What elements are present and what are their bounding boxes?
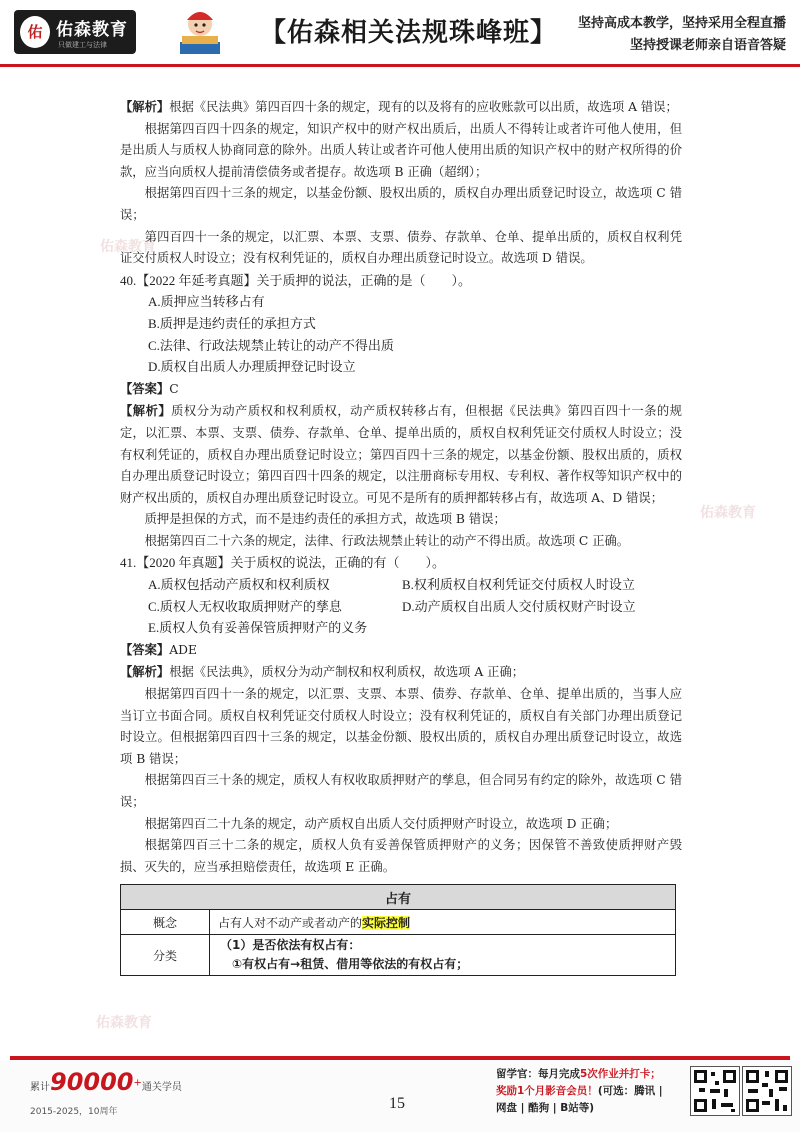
table-header: 占有 <box>121 885 676 910</box>
logo-slogan: 只做建工与法律 <box>58 41 107 49</box>
options-row <box>120 596 682 618</box>
anniversary-text: 2015-2025，10周年 <box>30 1107 118 1117</box>
watermark: 佑森教育 <box>96 1015 152 1031</box>
document-body <box>120 96 682 976</box>
question-40-stem: 40.【2022 年延考真题】关于质押的说法，正确的是（ ）。 <box>120 272 472 288</box>
footer-divider <box>10 1056 790 1060</box>
table-label-concept: 概念 <box>121 910 210 935</box>
option-e: E.质权人负有妥善保管质押财产的义务 <box>148 620 368 636</box>
analysis-paragraph: 根据第四百二十九条的规定，动产质权自出质人交付质押财产时设立，故选项 D 正确； <box>144 816 618 831</box>
analysis-paragraph: 根据第四百三十条的规定，质权人有权收取质押财产的孳息，但合同另有约定的除外，故选项 C 错误； <box>120 773 682 809</box>
option-b: B.质押是违约责任的承担方式 <box>148 315 316 331</box>
tagline-2: 坚持授课老师亲自语音答疑 <box>629 38 786 53</box>
logo-name: 佑森教育 <box>56 20 128 40</box>
student-count: 累计90000+通关学员 <box>30 1068 182 1096</box>
option-c: C.质权人无权收取质押财产的孳息 <box>148 598 342 614</box>
highlighted-term: 实际控制 <box>362 915 411 930</box>
table-cell-concept: 占有人对不动产或者动产的实际控制 <box>210 910 676 935</box>
logo-mark: 佑 <box>20 16 50 48</box>
page-number: 15 <box>389 1095 405 1112</box>
options-row <box>120 574 682 596</box>
analysis-paragraph: 根据第四百四十四条的规定，知识产权中的财产权出质后，出质人不得转让或者许可他人使用，但是出质人与质权人协商同意的除外。出质人转让或者许可他人使用出质的知识产权中的财产权所得的价款，应当向质权人提前清偿债务或者提存。故选项 B 正确（超纲）； <box>120 121 682 179</box>
table-cell-category <box>210 935 676 976</box>
table-label-category: 分类 <box>121 935 210 976</box>
page-header <box>0 0 800 62</box>
watermark: 佑森教育 <box>700 505 756 521</box>
analysis-paragraph: 根据第四百三十二条的规定，质权人负有妥善保管质押财产的义务；因保管不善致使质押财产毁损、灭失的，应当承担赔偿责任，故选项 E 正确。 <box>120 838 682 874</box>
qr-code-icon[interactable] <box>690 1066 740 1116</box>
analysis-paragraph: 根据第四百二十六条的规定，法律、行政法规禁止转让的动产不得出质。故选项 C 正确。 <box>144 533 630 548</box>
analysis-paragraph: 根据第四百四十三条的规定，以基金份额、股权出质的，质权自办理出质登记时设立，故选项 C 错误； <box>120 186 682 222</box>
category-item: ①有权占有→租赁、借用等依法的有权占有； <box>232 957 469 972</box>
answer-q41: 【答案】ADE <box>120 641 197 657</box>
header-divider <box>0 64 800 67</box>
promo-text: 留学官：每月完成5次作业并打卡； 奖励1个月影音会员！(可选：腾讯 | 网盘 | 酷狗 | B站等) <box>496 1068 663 1114</box>
analysis-paragraph: 第四百四十一条的规定，以汇票、本票、支票、债券、存款单、仓单、提单出质的，质权自权利凭证交付质权人时设立；没有权利凭证的，质权自办理出质登记时设立。故选项 D 错误。 <box>120 229 682 266</box>
table-row <box>121 935 676 976</box>
analysis-q41: 【解析】根据《民法典》，质权分为动产制权和权利质权，故选项 A 正确； <box>120 664 525 680</box>
page-title: 【佑森相关法规珠峰班】 <box>260 18 558 48</box>
possession-table <box>120 884 676 976</box>
analysis-paragraph: 质押是担保的方式，而不是违约责任的承担方式，故选项 B 错误； <box>144 512 506 527</box>
option-c: C.法律、行政法规禁止转让的动产不得出质 <box>148 337 394 353</box>
option-a: A.质权包括动产质权和权利质权 <box>148 577 330 593</box>
answer-q40: 【答案】C <box>120 380 179 396</box>
table-row <box>121 910 676 935</box>
mascot-icon <box>176 4 224 58</box>
category-subheading: （1）是否依法有权占有： <box>220 938 361 953</box>
qr-code-icon[interactable] <box>742 1066 792 1116</box>
analysis-q40: 【解析】质权分为动产质权和权利质权，动产质权转移占有，但根据《民法典》第四百四十一条的规定，以汇票、本票、支票、债券、存款单、仓单、提单出质的，质权自权利凭证交付质权人时设立；没有权利凭证的，质权自办理出质登记时设立；第四百四十三条的规定，以基金份额、股权出质的，质权自办理出质登记时设立；第四百四十四条的规定，以注册商标专用权、专利权、著作权等知识产权中的财产权出质的，质权自办理出质登记时设立。可见不是所有的质押都转移占有，故选项 A、D 错误； <box>120 403 682 505</box>
analysis-q39: 【解析】根据《民法典》第四百四十条的规定，现有的以及将有的应收账款可以出质，故选项 A 错误； <box>120 99 678 114</box>
brand-logo <box>14 10 136 54</box>
option-b: B.权利质权自权利凭证交付质权人时设立 <box>402 577 635 593</box>
option-d: D.动产质权自出质人交付质权财产时设立 <box>402 598 636 614</box>
question-41-stem: 41.【2020 年真题】关于质权的说法，正确的有（ ）。 <box>120 555 446 571</box>
analysis-paragraph: 根据第四百四十一条的规定，以汇票、支票、本票、债券、存款单、仓单、提单出质的，当事人应当订立书面合同。质权自权利凭证交付质权人时设立；没有权利凭证的，质权自有关部门办理出质登记时设立。但根据第四百四十三条的规定，以基金份额、股权出质的，质权自办理出质登记时设立，故选项 B 错误； <box>120 687 682 766</box>
watermark: 佑森教育 <box>100 239 156 255</box>
option-a: A.质押应当转移占有 <box>148 294 265 310</box>
tagline-1: 坚持高成本教学，坚持采用全程直播 <box>577 16 786 31</box>
option-d: D.质权自出质人办理质押登记时设立 <box>148 359 356 375</box>
